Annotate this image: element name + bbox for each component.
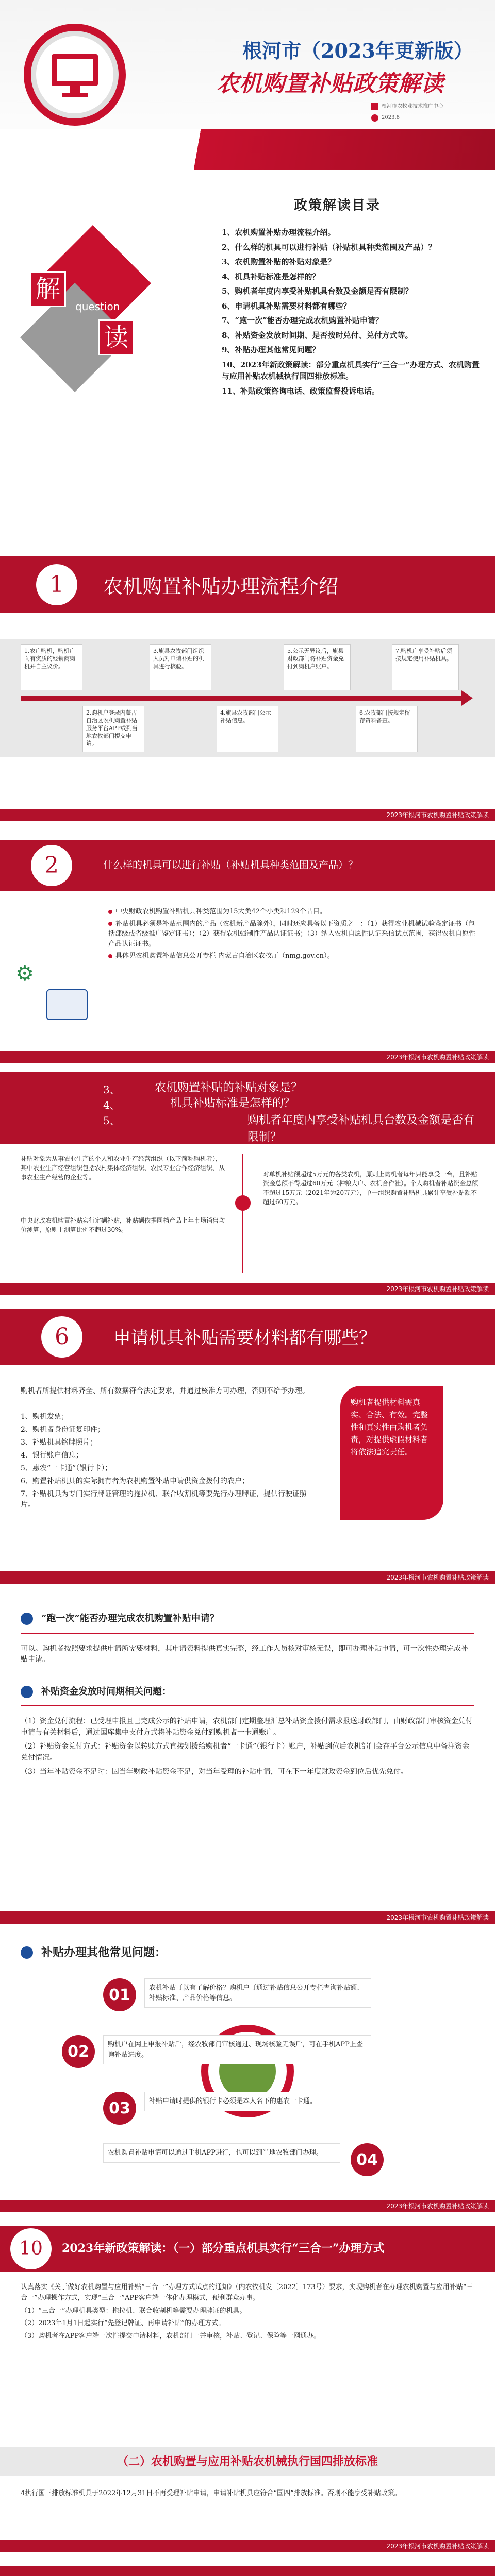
cover-date: 2023.8 [382,115,400,121]
toc-item[interactable]: 5、购机者年度内享受补贴机具台数及金额是否有限制？ [222,286,413,296]
q4: 机具补贴标准是怎样的？ [170,1097,295,1110]
section-2-p1: 中央财政农机购置补贴机具种类范围为15大类42个小类和129个品目。 [116,908,326,916]
toc-badge-word: question [75,300,120,313]
section-5-num: 5、 [103,1114,120,1127]
s10-sub2-title: （二）农机购置与应用补贴农机械执行国四排放标准 [117,2455,378,2468]
s7-q-badge-icon [21,1613,33,1625]
section-10-title: 2023年新政策解读：（一）部分重点机具实行“三合一”办理方式 [62,2242,385,2255]
faq-num: 03 [103,2092,136,2125]
section-1-number: 1 [36,564,77,605]
material-item: 2、购机者身份证复印件； [21,1426,105,1434]
section-11 [0,2566,495,2576]
material-item: 7、补贴机具为专门实行牌证管理的拖拉机、联合收割机等要先行办理牌证，提供行驶证照片。 [21,1490,307,1509]
section-10-number: 10 [10,2228,52,2269]
s8-q-badge-icon [21,1686,33,1698]
left-text-1: 补贴对象为从事农业生产的个人和农业生产经营组织（以下简称购机者），其中农业生产经营组织包括农村集体经济组织、农民专业合作经济组织、从事农业生产经营的企业等。 [21,1155,225,1181]
section-2-number: 2 [31,845,72,886]
section-2 [0,829,495,1066]
section-2-p3: 具体见农机购置补贴信息公开专栏 内蒙古自治区农牧厅（nmg.gov.cn）。 [116,952,334,960]
section-2-body [108,907,480,963]
section-3-5-header [0,1072,495,1144]
gear-icon: ⚙ [15,962,34,986]
process-step: 1.农户购机，购机户向有资质的经销商购机并自主议价。 [21,644,82,690]
org-logo-icon [371,103,378,110]
process-arrow [21,696,464,701]
section-9-footer: 2023年根河市农机购置补贴政策解读 [0,2200,495,2212]
section-1-title: 农机购置补贴办理流程介绍 [103,575,339,598]
s8-p1: （1）资金兑付流程：已受理申报且已完成公示的补贴申请，农机部门定期整理汇总补贴资金拨付需求报送财政部门，由财政部门审核资金兑付申请与有关材料后，通过国库集中支付方式将补贴资金兑付到购机者一卡通账户。 [21,1717,473,1737]
material-item: 1、购机发票； [21,1413,69,1421]
section-2-header [0,840,495,891]
chart-thumb-icon [46,989,88,1020]
toc-item[interactable]: 2、什么样的机具可以进行补贴（补贴机具种类范围及产品）？ [222,242,436,252]
bullet-icon [108,954,112,958]
toc-item[interactable]: 9、补贴办理其他常见问题？ [222,345,320,354]
cover-title: 农机购置补贴政策解读 [217,71,443,97]
q3: 农机购置补贴的补贴对象是？ [155,1081,303,1094]
section-11-title [0,2566,495,2576]
calendar-icon [371,114,378,122]
section-3-num: 3、 [103,1083,120,1096]
side-note-box [340,1386,443,1520]
faq-num: 01 [103,1978,136,2011]
toc-item[interactable]: 6、申请机具补贴需要材料都有哪些？ [222,301,351,311]
faq-num: 04 [351,2143,384,2176]
section-6-title: 申请机具补贴需要材料都有哪些？ [113,1328,376,1348]
s10-p4: （3）购机者在APP客户端一次性提交申请材料，农机部门一并审核，补贴、登记、保险等一网通办。 [21,2332,321,2341]
section-9 [0,1937,495,2215]
faq-text: 购机户在网上申报补贴后，经农牧部门审核通过、现场核验无误后，可在手机APP上查询补贴进度。 [103,2035,371,2064]
toc-badge-char2: 读 [98,319,134,355]
process-step: 5.公示无异议后，旗县财政部门将补贴资金兑付到购机户账户。 [284,644,351,690]
toc-item[interactable]: 7、“跑一次”能否办理完成农机购置补贴申请？ [222,316,383,325]
faq-text: 补贴申请时提供的银行卡必须是本人名下的惠农一卡通。 [144,2092,371,2111]
section-2-p2: 补贴机具必须是补贴范围内的产品（农机新产品除外），同时还应具备以下资质之一：（1）获得农业机械试验鉴定证书（包括部级或省级推广鉴定证书）；（2）获得农机强制性产品认证证书；（3）纳入农机自愿性认证采信试点范围，获得农机自愿性产品认证证书。 [108,920,476,948]
section-10-footer: 2023年根河市农机购置补贴政策解读 [0,2540,495,2552]
toc-item[interactable]: 4、机具补贴标准是怎样的？ [222,272,320,281]
section-6-header [0,1309,495,1365]
bullet-icon [108,922,112,926]
section-3-5-footer: 2023年根河市农机购置补贴政策解读 [0,1283,495,1295]
s7-divider [21,1633,474,1634]
section-1-footer: 2023年根河市农机购置补贴政策解读 [0,809,495,821]
q5: 购机者年度内享受补贴机具台数及金额是否有限制？ [248,1114,475,1144]
process-area [0,639,495,757]
section-6-intro: 购机者所提供材料齐全、所有数据符合法定要求，并通过核准方可办理，否则不给予办理。 [21,1387,309,1395]
section-4-num: 4、 [103,1099,120,1111]
monitor-icon [31,31,119,118]
toc-badge [15,237,170,392]
process-step: 2.购机户登录内蒙古自治区农机购置补贴服务平台APP或到当地农牧部门提交申请。 [82,706,144,752]
section-11-header [0,2566,495,2576]
toc-item[interactable]: 3、农机购置补贴的补贴对象是？ [222,257,336,266]
s8-body [21,1716,474,1780]
toc-item[interactable]: 10、2023年新政策解读：部分重点机具实行“三合一”办理方式、农机购置与应用补贴农机械执行国四排放标准。 [222,360,480,381]
faq-text: 农机购置补贴申请可以通过手机APP进行，也可以到当地农牧部门办理。 [103,2143,340,2163]
materials-list [21,1412,309,1513]
section-6-number: 6 [41,1316,82,1358]
section-9-title: 补贴办理其他常见问题： [41,1946,167,1959]
toc-heading: 政策解读目录 [294,198,381,213]
s9-q-badge-icon [21,1946,33,1959]
section-6 [0,1309,495,1587]
section-2-footer: 2023年根河市农机购置补贴政策解读 [0,1051,495,1063]
s7-question: “跑一次”能否办理完成农机购置补贴申请？ [41,1613,219,1624]
s10-sub2-band [0,2447,495,2476]
section-10-header [0,2226,495,2272]
arrow-head-icon [461,690,473,706]
faq-num: 02 [62,2035,95,2068]
toc-section [0,170,495,541]
section-6-footer: 2023年根河市农机购置补贴政策解读 [0,1571,495,1584]
section-3-5 [0,1072,495,1298]
side-note: 购机者提供材料需真实、合法、有效。完整性和真实性由购机者负责，对提供虚假材料者将依法追究责任。 [351,1398,428,1456]
s10-p1: 认真落实《关于做好农机购置与应用补贴“三合一”办理方式试点的通知》（内农牧机发〔2022〕173号）要求，实现购机者在办理农机购置与应用补贴“三合一”办理操作方式，实现“三合一”APP客户端一体化办理模式，便利群众办事。 [21,2283,473,2302]
faq-text: 农机补贴可以有了解价格？购机户可通过补贴信息公开专栏查询补贴额、补贴标准、产品价格等信息。 [144,1978,371,2008]
s10-p3: （2）2023年1月1日起实行“先登记牌证、再申请补贴”的办理方式。 [21,2319,225,2328]
s8-p3: （3）当年补贴资金不足时：因当年财政补贴资金不足，对当年受理的补贴申请，可在下一年度财政资金到位后优先兑付。 [21,1767,408,1776]
s10-p5: 4执行国三排放标准机具于2022年12月31日不再受理补贴申请，申请补贴机具应符合“国四”排放标准。否则不能享受补贴政策。 [21,2489,401,2497]
material-item: 6、购置补贴机具的实际拥有者为农机购置补贴申请供资金拨付的农户； [21,1477,249,1485]
right-text: 对单机补贴额超过5万元的各类农机，原则上购机者每年只能享受一台，且补贴资金总额不得超过60万元（种粮大户、农机合作社）。个人购机者补贴资金总额不超过15万元（2021年为20万元），单一组织购置补贴机具累计享受补贴额不超过60万元。 [263,1171,478,1206]
process-step: 4.旗县农牧部门公示补贴信息。 [217,706,278,752]
toc-item[interactable]: 1、农机购置补贴办理流程介绍。 [222,228,336,237]
section-1 [0,546,495,824]
s8-p2: （2）补贴资金兑付方式：补贴资金以转账方式直接划拨给购机者“一卡通”（银行卡）账户，补贴到位后农机部门会在平台公示信息中备注资金兑付情况。 [21,1742,470,1762]
material-item: 5、惠农“一卡通”（银行卡）； [21,1464,112,1472]
process-step: 6.农牧部门按规定留存资料备查。 [356,706,418,752]
center-line [242,1154,243,1273]
cover [0,0,495,170]
toc-badge-char1: 解 [30,271,66,307]
center-node-icon [235,1195,251,1211]
section-10-body [21,2282,474,2344]
bullet-icon [108,910,112,914]
cover-city: 根河市（2023年更新版） [242,39,473,62]
s10-p2: （1）“三合一”办理机具类型：拖拉机、联合收割机等需要办理牌证的机具。 [21,2307,246,2315]
process-step: 3.旗县农牧部门组织人员对申请补贴的机具进行核验。 [150,644,211,690]
s8-question: 补贴资金发放时间期相关问题： [41,1686,171,1697]
cover-red-sweep [0,129,495,170]
toc-item[interactable]: 11、补贴政策咨询电话、政策监督投诉电话。 [222,386,380,396]
section-1-header [0,556,495,613]
left-text-2: 中央财政农机购置补贴实行定额补贴，补贴额依据同档产品上年市场销售均价测算，原则上测算比例不超过30%。 [21,1217,225,1233]
toc-list [222,227,480,400]
section-10 [0,2226,495,2555]
section-7-8 [0,1597,495,1927]
material-item: 4、银行账户信息； [21,1451,83,1460]
s8-divider [21,1705,474,1706]
cover-org: 根河市农牧业技术推广中心 [382,104,443,109]
material-item: 3、补贴机具铭牌照片； [21,1438,97,1447]
section-7-8-footer: 2023年根河市农机购置补贴政策解读 [0,1911,495,1924]
section-2-title: 什么样的机具可以进行补贴（补贴机具种类范围及产品）？ [103,859,358,871]
process-step: 7.购机户享受补贴后须按规定使用补贴机具。 [392,644,459,690]
s7-answer: 可以。购机者按照要求提供申请所需要材料，其申请资料提供真实完整，经工作人员核对审核无误，即可办理补贴申请，可一次性办理完成补贴申请。 [21,1645,468,1664]
toc-item[interactable]: 8、补贴资金发放时间期、是否按时兑付、兑付方式等。 [222,330,413,340]
